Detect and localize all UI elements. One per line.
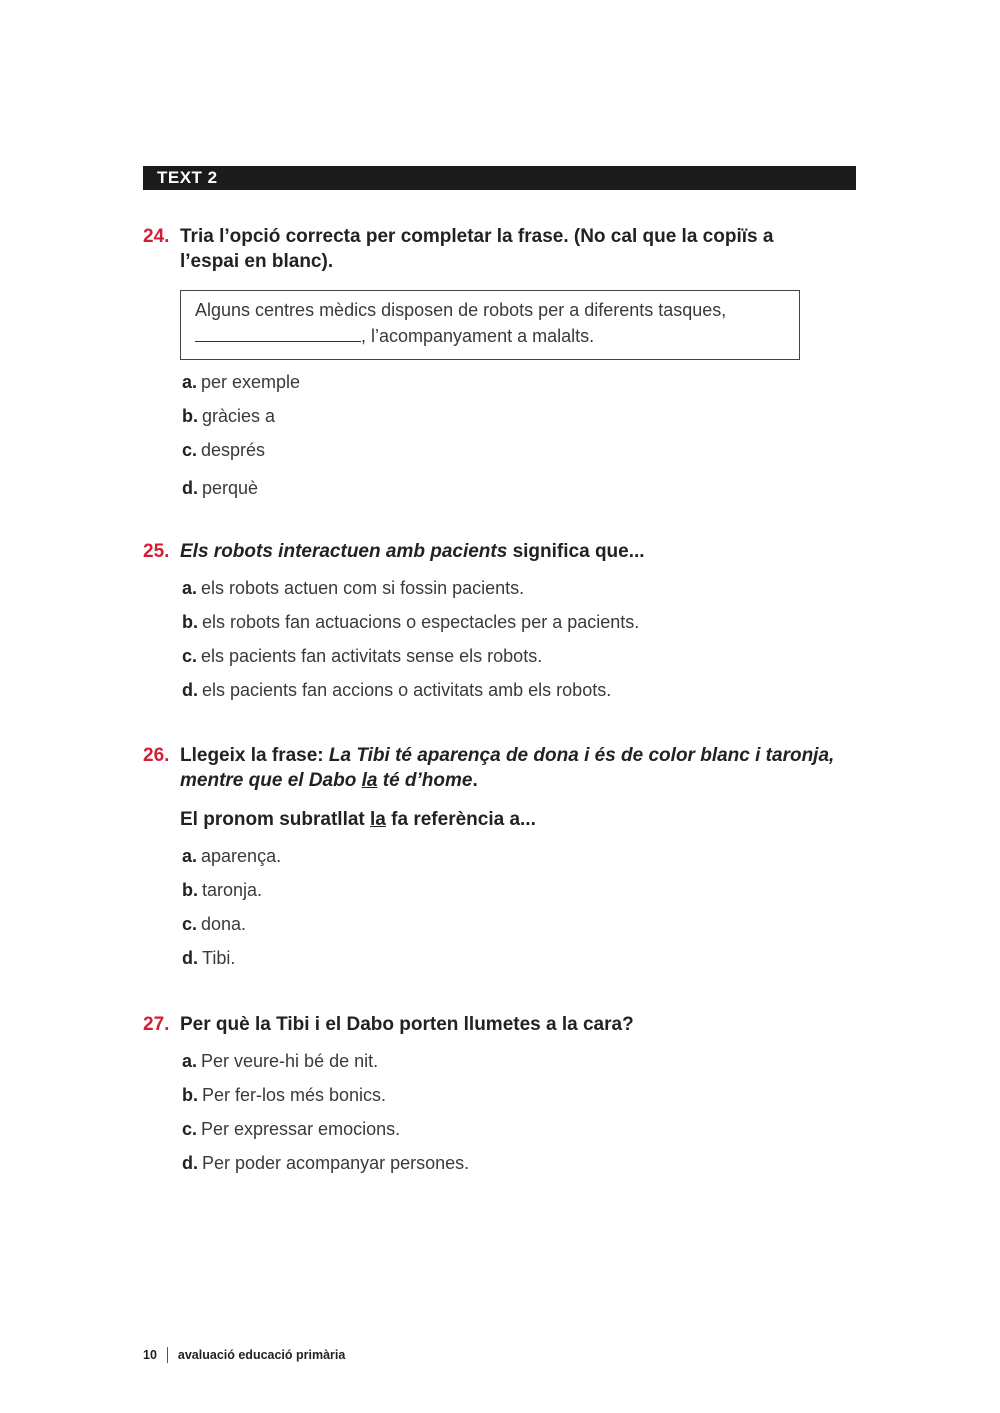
page-footer	[143, 1347, 345, 1363]
options-list	[182, 576, 863, 702]
footer-text: avaluació educació primària	[177, 1348, 346, 1362]
options-list	[182, 370, 863, 500]
option-a[interactable]: a. Per veure-hi bé de nit.	[182, 1051, 379, 1071]
question-24	[143, 224, 863, 500]
sentence-line-1: Alguns centres mèdics disposen de robots per a diferents tasques,	[195, 300, 727, 320]
question-subtext: El pronom subratllat la fa referència a...	[180, 809, 536, 830]
section-label: TEXT 2	[157, 168, 218, 187]
question-number: 26.	[143, 745, 170, 766]
option-c[interactable]: c. Per expressar emocions.	[182, 1119, 401, 1139]
options-list	[182, 844, 863, 970]
option-d[interactable]: d. Tibi.	[182, 948, 236, 968]
question-27	[143, 1012, 863, 1175]
sentence-box	[180, 290, 800, 360]
question-number: 24.	[143, 226, 170, 247]
option-b[interactable]: b. els robots fan actuacions o espectacles per a pacients.	[182, 612, 640, 632]
option-a[interactable]: a. els robots actuen com si fossin pacients.	[182, 578, 525, 598]
question-25	[143, 539, 863, 702]
section-header	[143, 166, 856, 190]
question-number: 27.	[143, 1014, 170, 1035]
question-text: Per què la Tibi i el Dabo porten llumetes a la cara?	[180, 1014, 634, 1035]
option-b[interactable]: b. taronja.	[182, 880, 263, 900]
blank-space	[195, 323, 361, 342]
page-number: 10	[143, 1348, 157, 1362]
sentence-line-2: , l’acompanyament a malalts.	[361, 326, 595, 346]
option-a[interactable]: a. per exemple	[182, 372, 301, 392]
option-b[interactable]: b. gràcies a	[182, 406, 276, 426]
option-d[interactable]: d. perquè	[182, 478, 259, 498]
question-text: Els robots interactuen amb pacients significa que...	[180, 541, 645, 562]
options-list	[182, 1049, 863, 1175]
option-c[interactable]: c. després	[182, 440, 266, 460]
option-a[interactable]: a. aparença.	[182, 846, 282, 866]
option-d[interactable]: d. Per poder acompanyar persones.	[182, 1153, 470, 1173]
question-text: Tria l’opció correcta per completar la frase. (No cal que la copiïs a l’espai en blanc).	[180, 226, 774, 272]
question-26	[143, 743, 863, 970]
option-c[interactable]: c. dona.	[182, 914, 247, 934]
question-text: Llegeix la frase: La Tibi té aparença de dona i és de color blanc i taronja, mentre que el Dabo la té d’home.	[180, 745, 835, 791]
question-number: 25.	[143, 541, 170, 562]
option-c[interactable]: c. els pacients fan activitats sense els robots.	[182, 646, 543, 666]
option-b[interactable]: b. Per fer-los més bonics.	[182, 1085, 387, 1105]
option-d[interactable]: d. els pacients fan accions o activitats amb els robots.	[182, 680, 612, 700]
footer-divider	[167, 1347, 168, 1363]
